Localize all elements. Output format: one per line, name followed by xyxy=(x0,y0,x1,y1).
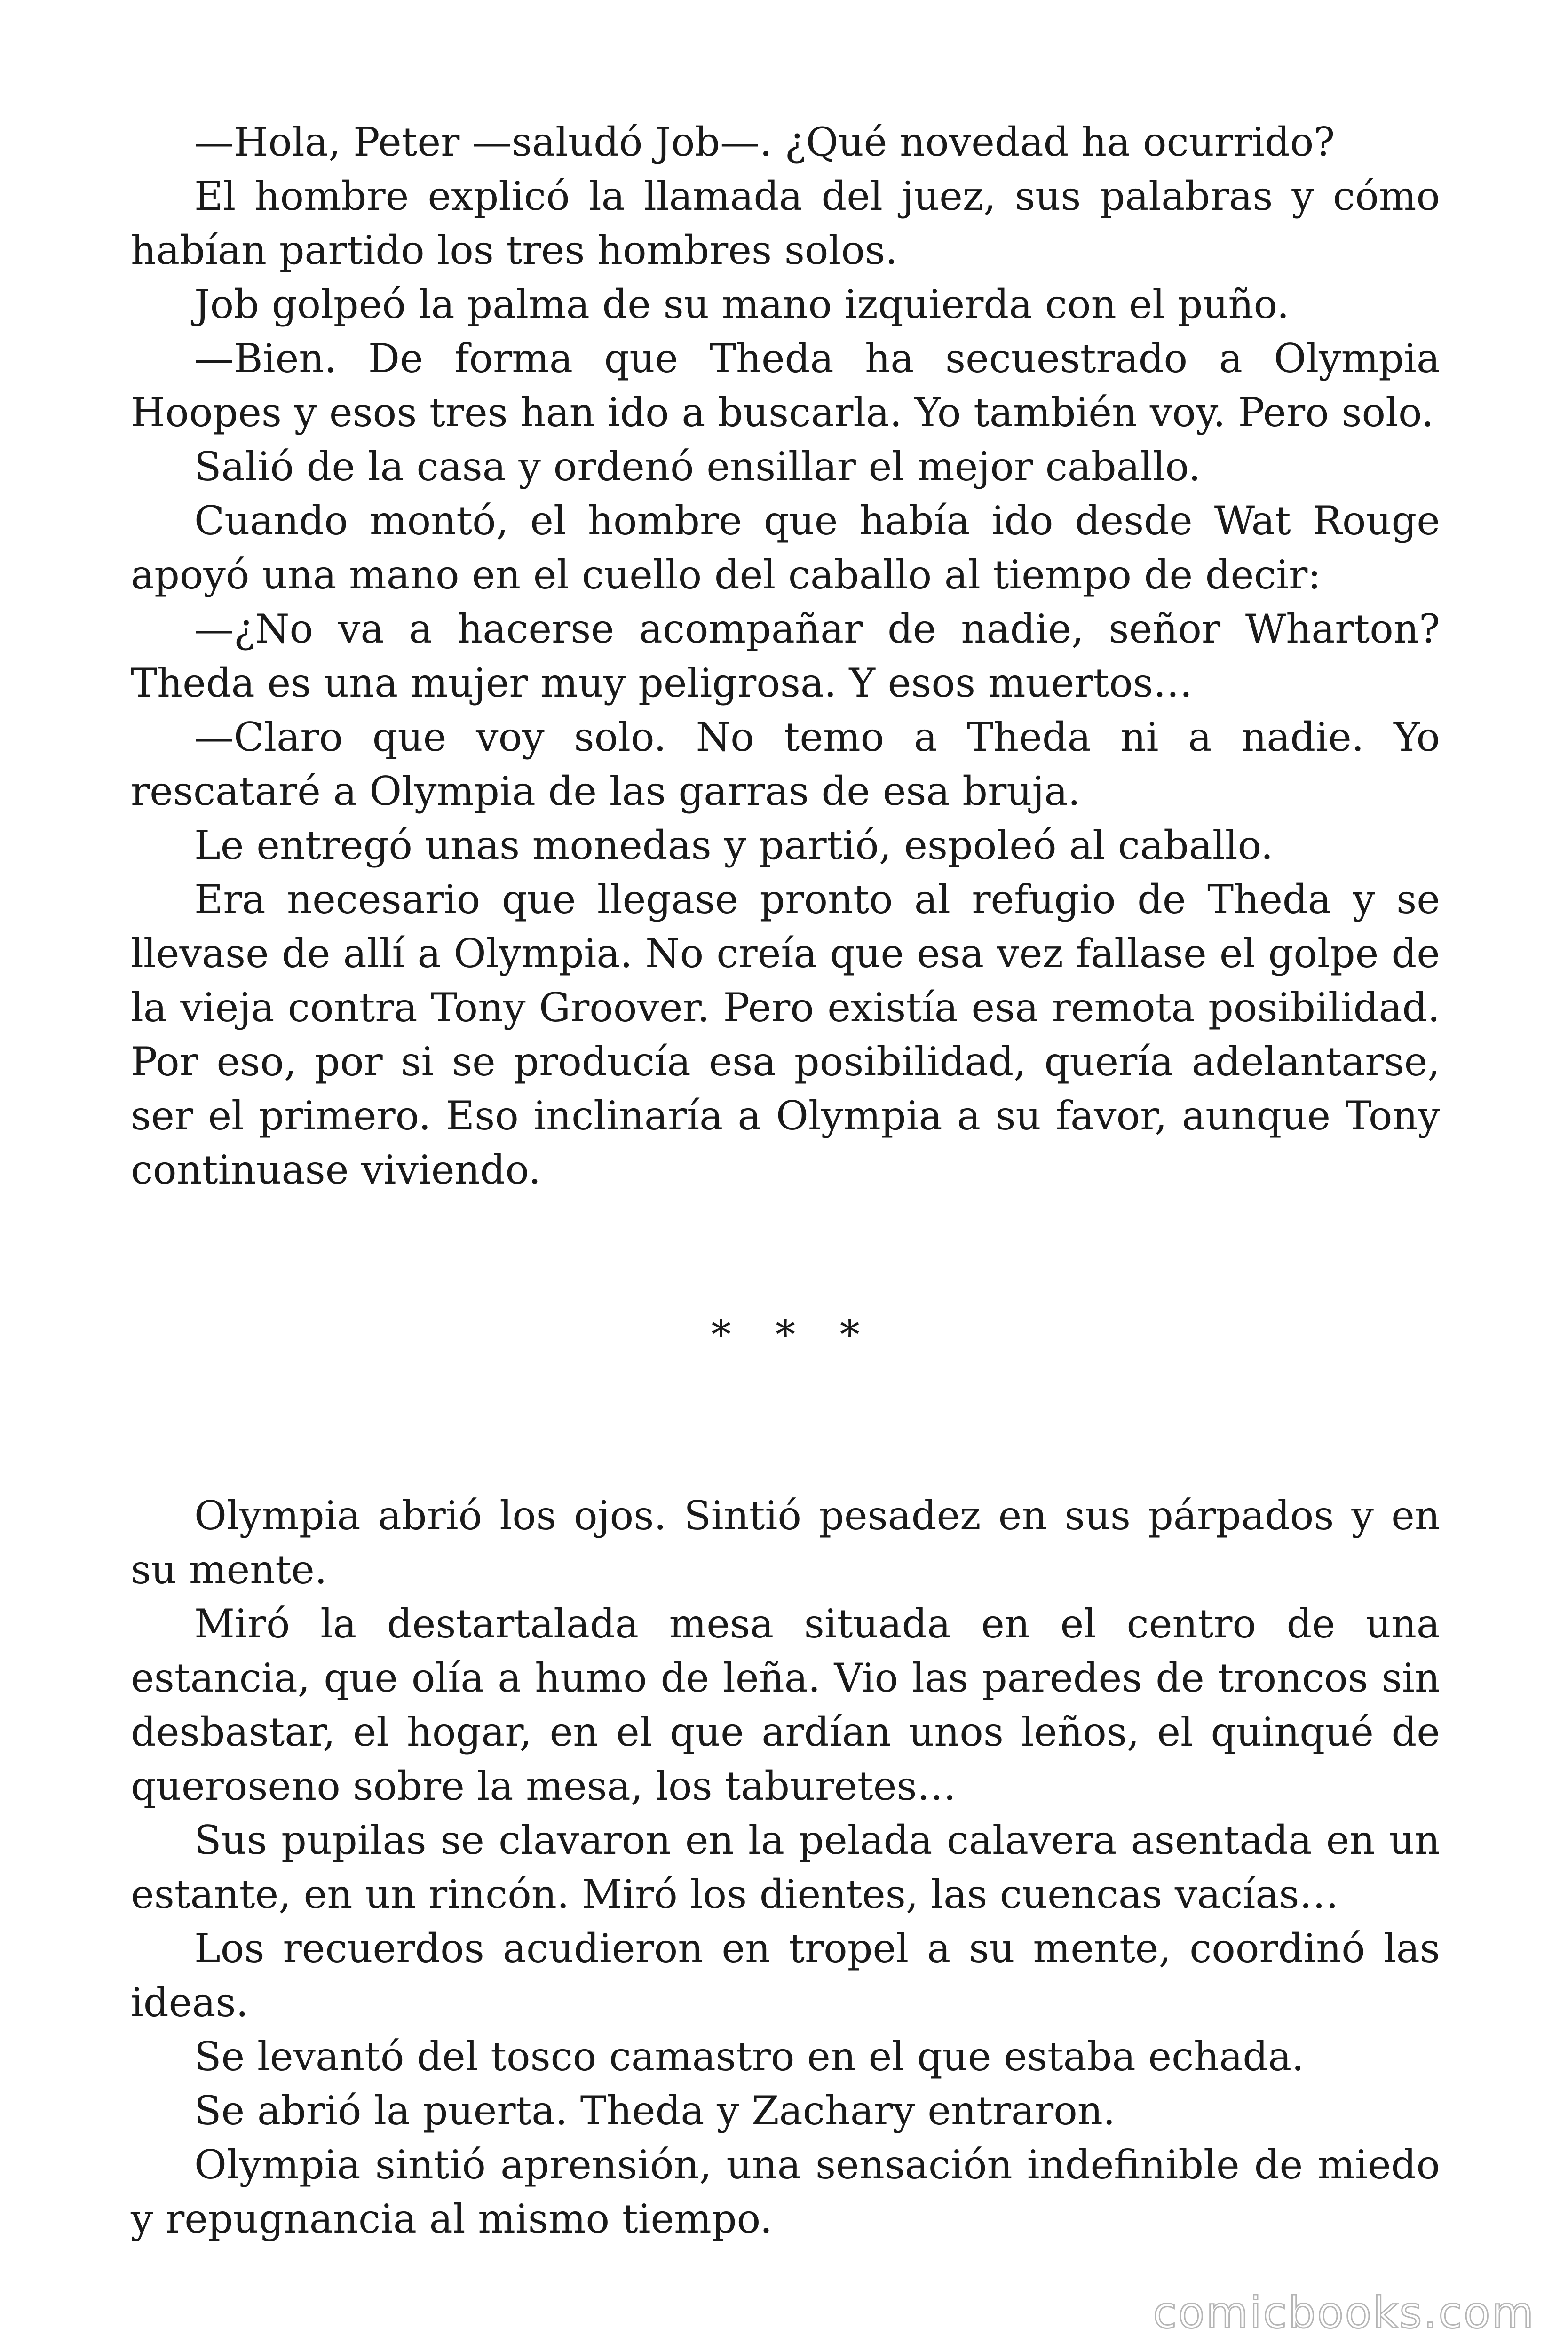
paragraph: —Claro que voy solo. No temo a Theda ni a nadie. Yo rescataré a Olympia de las garras de esa bruja. xyxy=(131,714,1440,814)
paragraph: El hombre explicó la llamada del juez, sus palabras y cómo habían partido los tres hombres solos. xyxy=(131,173,1440,273)
paragraph: Los recuerdos acudieron en tropel a su mente, coordinó las ideas. xyxy=(131,1925,1440,2026)
paragraph: Se levantó del tosco camastro en el que estaba echada. xyxy=(194,2034,1304,2080)
paragraph: Olympia sintió aprensión, una sensación indefinible de miedo y repugnancia al mismo tiempo. xyxy=(131,2142,1440,2242)
paragraph: —Hola, Peter —saludó Job—. ¿Qué novedad ha ocurrido? xyxy=(194,119,1335,165)
paragraph: —¿No va a hacerse acompañar de nadie, señor Wharton? Theda es una mujer muy peligrosa. Y esos muertos… xyxy=(131,606,1440,706)
paragraph: Salió de la casa y ordenó ensillar el mejor caballo. xyxy=(194,444,1201,490)
paragraph: Sus pupilas se clavaron en la pelada calavera asentada en un estante, en un rincón. Miró los dientes, las cuencas vacías… xyxy=(131,1817,1440,1917)
section-1 xyxy=(131,115,1440,1197)
paragraph: Job golpeó la palma de su mano izquierda con el puño. xyxy=(194,281,1290,327)
paragraph: —Bien. De forma que Theda ha secuestrado a Olympia Hoopes y esos tres han ido a buscarla. Yo también voy. Pero solo. xyxy=(131,335,1440,436)
paragraph: Se abrió la puerta. Theda y Zachary entraron. xyxy=(194,2088,1116,2134)
paragraph: Le entregó unas monedas y partió, espoleó al caballo. xyxy=(194,822,1274,868)
section-separator: * * * xyxy=(711,1311,876,1358)
section-2 xyxy=(131,1489,1440,2246)
paragraph: Miró la destartalada mesa situada en el centro de una estancia, que olía a humo de leña. Vio las paredes de troncos sin desbastar, el hogar, en el que ardían unos leños, el quinqué de queroseno sobre la mesa, los taburetes… xyxy=(131,1601,1440,1809)
paragraph: Cuando montó, el hombre que había ido desde Wat Rouge apoyó una mano en el cuello del caballo al tiempo de decir: xyxy=(131,498,1440,598)
paragraph: Era necesario que llegase pronto al refugio de Theda y se llevase de allí a Olympia. No creía que esa vez fallase el golpe de la vieja contra Tony Groover. Pero existía esa remota posibilidad. Por eso, por si se producía esa posibilidad, quería adelantarse, ser el primero. Eso inclinaría a Olympia a su favor, aunque Tony continuase viviendo. xyxy=(131,876,1440,1193)
page-body xyxy=(131,115,1440,2246)
watermark: comicbooks.com xyxy=(1153,2288,1535,2338)
paragraph: Olympia abrió los ojos. Sintió pesadez en sus párpados y en su mente. xyxy=(131,1493,1440,1593)
